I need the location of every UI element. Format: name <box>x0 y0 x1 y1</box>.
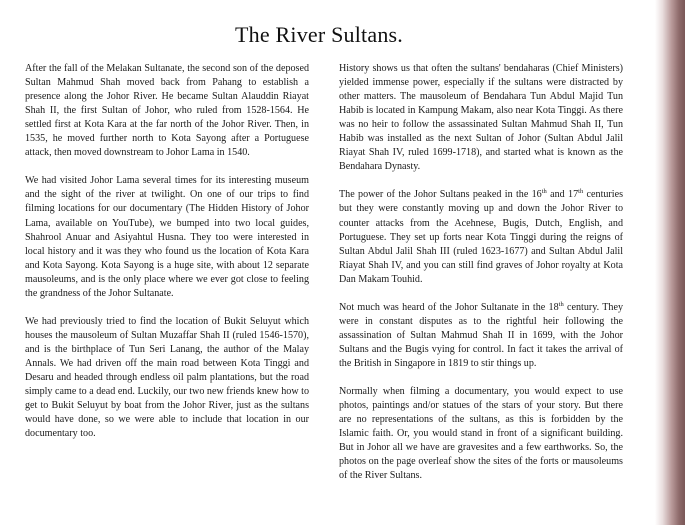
right-column <box>339 62 623 497</box>
left-column <box>25 62 309 455</box>
paragraph-sultans-power: The power of the Johor Sultans peaked in the 16th and 17th centuries but they were constantly moving up and down the Johor River to counter attacks from the Acehnese, Bugis, Dutch, English, and Portuguese. They set up forts near Kota Tinggi during the reigns of Sultan Abdul Jalil Shah III (ruled 1623-1677) and Sultan Abdul Jalil Riayat Shah IV, and you can still find graves of Johor royalty at Kota Dan Makam Touhid. <box>339 188 623 285</box>
paragraph-documentary-photos: Normally when filming a documentary, you would expect to use photos, paintings and/or statues of the stars of your story. But there are no representations of the sultans, as this is forbidden by the Islamic faith. Or, you would stand in front of a significant building. But in Johor all we have are gravesites and a few earthworks. So, the photos on the page overleaf show the sites of the forts or mausoleums of the River Sultans. <box>339 386 623 482</box>
paragraph-johor-lama-visit: We had visited Johor Lama several times for its interesting museum and the sight of the river at twilight. On one of our trips to find filming locations for our documentary (The Hidden History of Johor Lama, available on YouTube), we bumped into two local guides, Shahrool Anuar and Asiyahtul Husna. They too were interested in local history and it was they who found us the location of Kota Kara and Kota Sayong. Kota Sayong is a huge site, with about 12 separate mausoleums, and is the only place where we ever got close to feeling the grandness of the Johor Sultanate. <box>25 175 309 299</box>
paragraph-18th-century: Not much was heard of the Johor Sultanate in the 18th century. They were in constant disputes as to the rightful heir following the assassination of Sultan Mahmud Shah II in 1699, with the Johor Sultans and the Bugis vying for control. In fact it takes the arrival of the British in Singapore in 1819 to stir things up. <box>339 300 624 369</box>
paragraph-bendaharas: History shows us that often the sultans' bendaharas (Chief Ministers) yielded immense power, especially if the sultans were distracted by other matters. The mausoleum of Bendahara Tun Abdul Majid Tun Habib is located in Kampung Makam, also near Kota Tinggi. As there was no heir to follow the assassinated Sultan Mahmud Shah II, Tun Habib was installed as the next Sultan of Johor (Sultan Abdul Jalil Riayat Shah IV, ruled 1699-1718), and started what is known as the Bendahara Dynasty. <box>339 63 623 173</box>
page-title: The River Sultans. <box>235 22 403 47</box>
paragraph-bukit-seluyut: We had previously tried to find the location of Bukit Seluyut which houses the mausoleum of Sultan Muzaffar Shah II (ruled 1546-1570), and is the birthplace of Tun Seri Lanang, the author of the Malay Annals. We had driven off the main road between Kota Tinggi and Desaru and headed through endless oil palm plantations, but the road simply came to a dead end. Luckily, our two new friends knew how to get to Bukit Seluyut by boat from the Johor River, just as the sultans would have done, so we were able to include that location in our documentary too. <box>25 315 309 440</box>
book-spine-shadow <box>655 0 685 525</box>
paragraph-melakan-sultanate: After the fall of the Melakan Sultanate, the second son of the deposed Sultan Mahmud Shah moved back from Pahang to establish a presence along the Johor River. He became Sultan Alauddin Riayat Shah II, the first Sultan of Johor, who ruled from 1528-1564. He settled first at Kota Kara at the far north of the Johor River. Then, in 1535, he moved further north to Kota Sayong after a Portuguese attack, then moved downstream to Johor Lama in 1540. <box>25 63 309 159</box>
